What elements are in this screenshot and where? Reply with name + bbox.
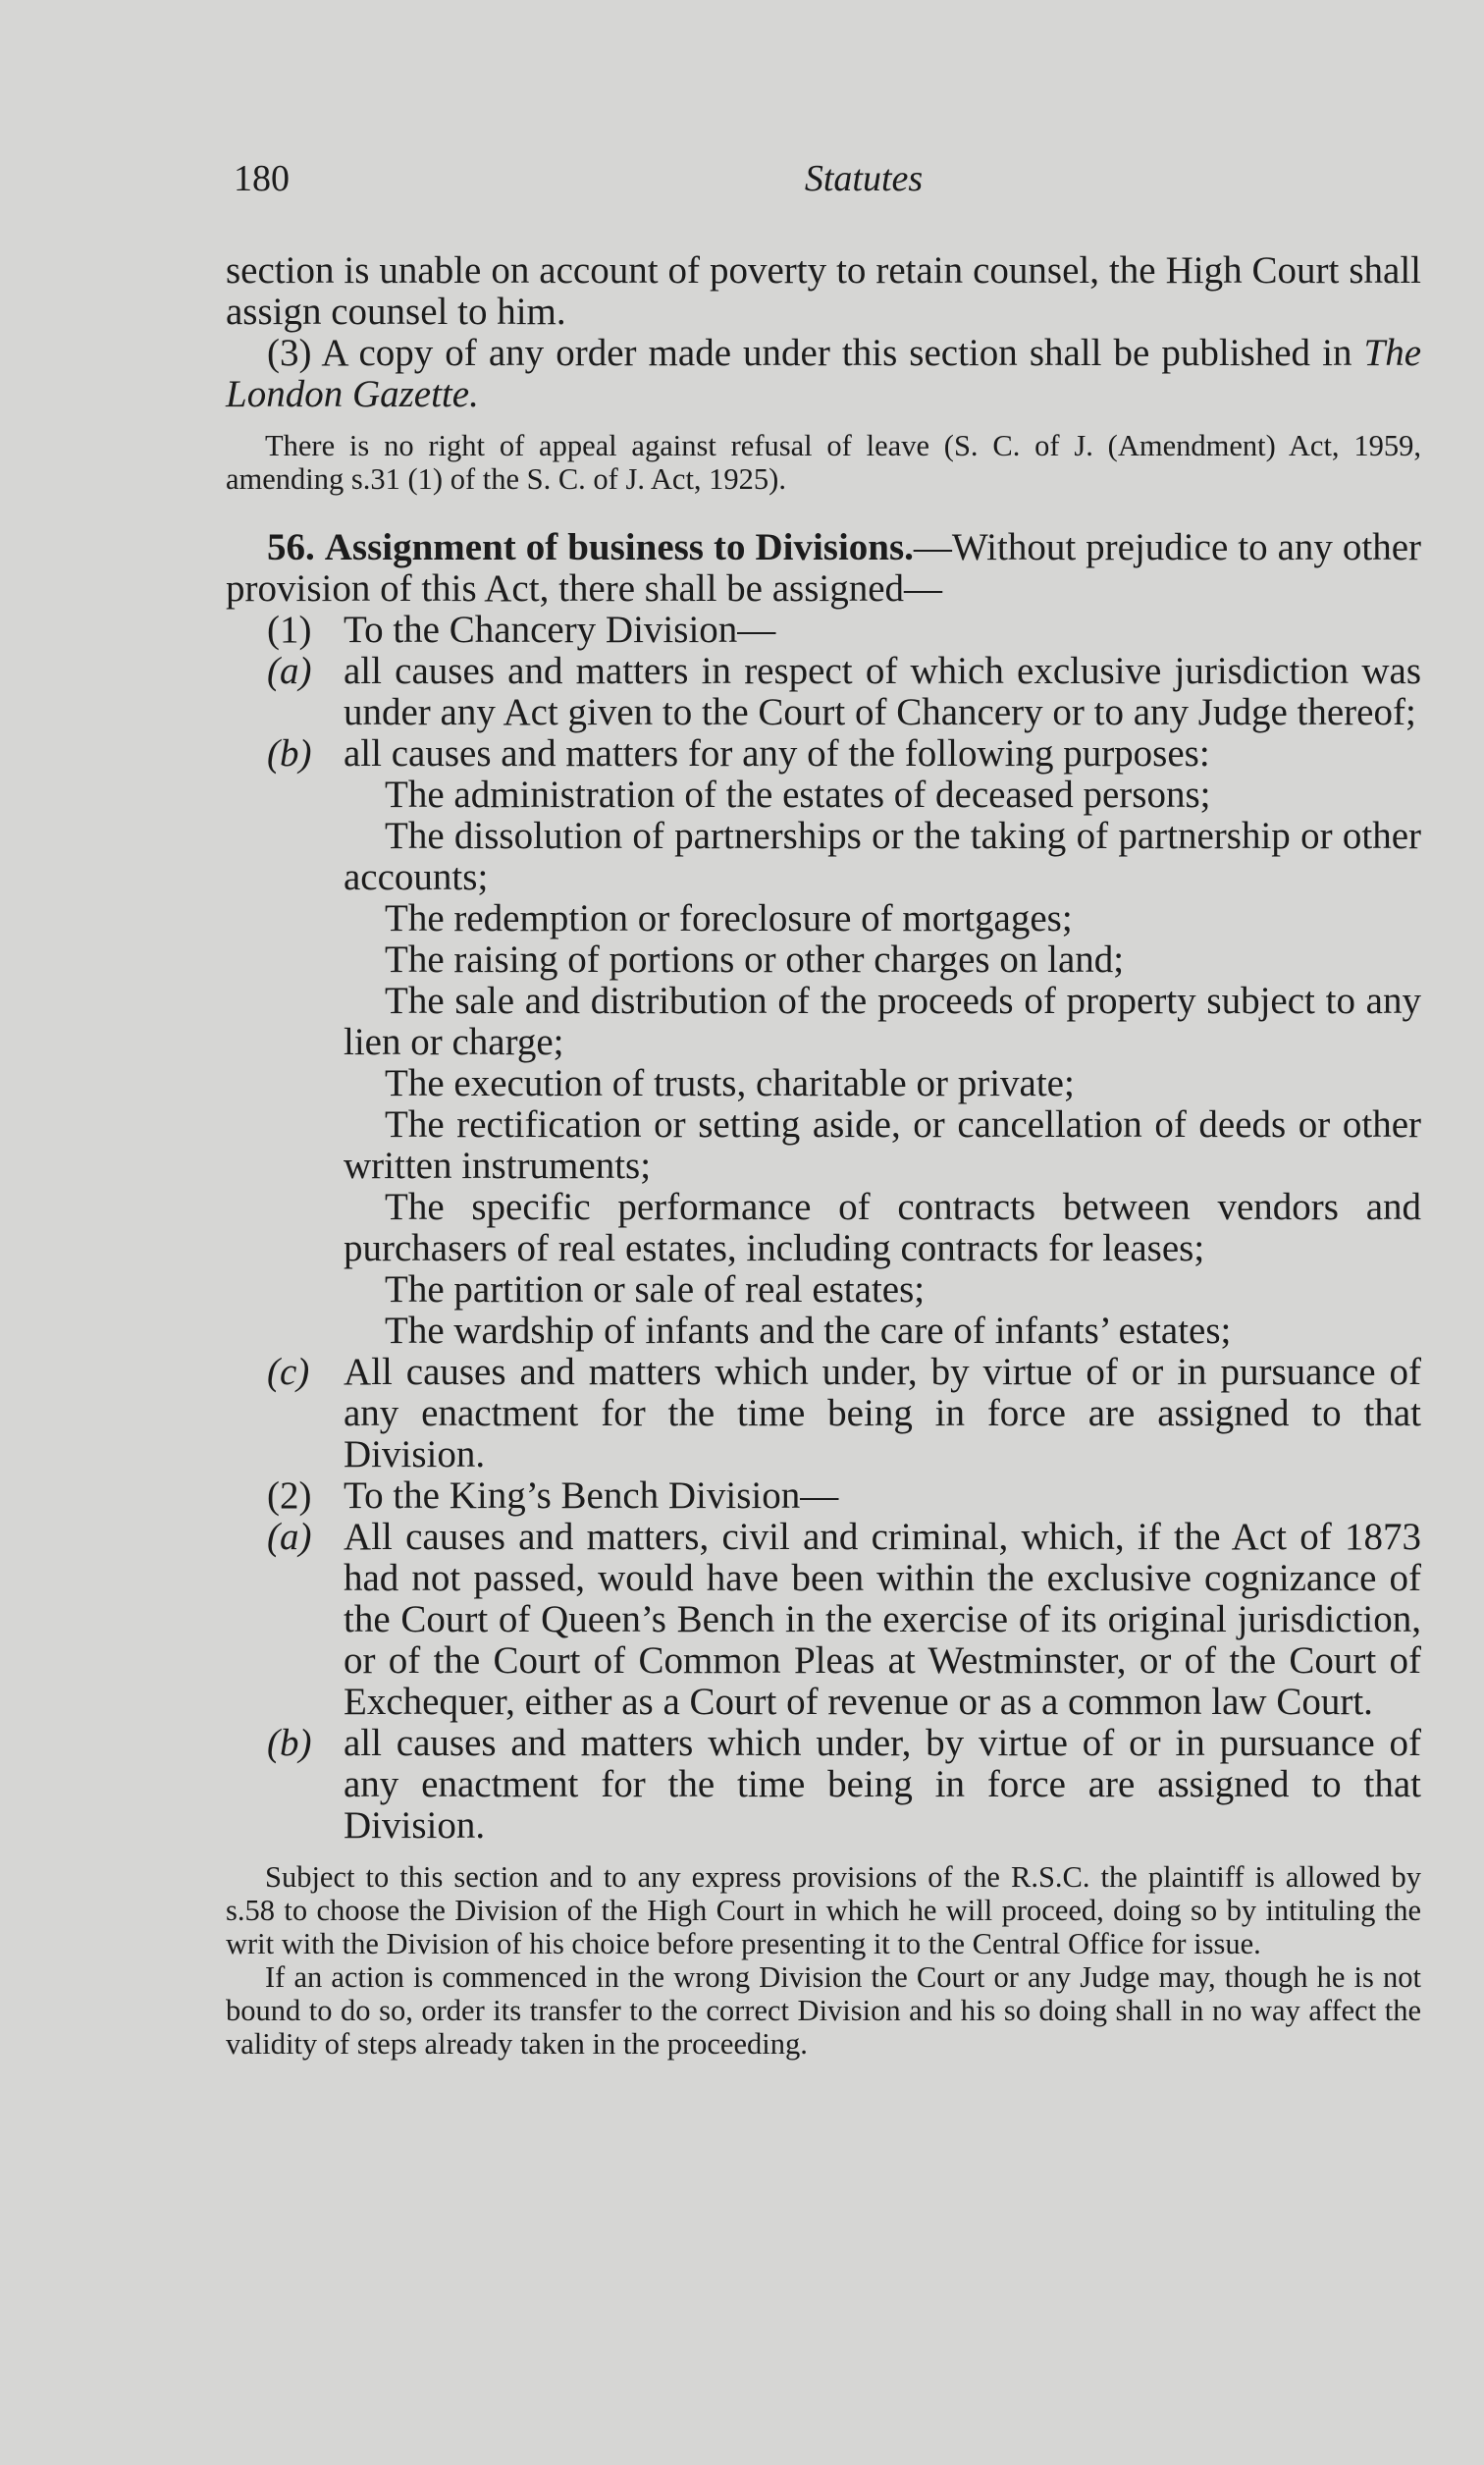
running-title: Statutes [804,158,924,199]
subsection-1b-text: all causes and matters for any of the following purposes: [344,732,1210,775]
purpose-item: The wardship of infants and the care of infants’ estates; [385,1310,1232,1352]
purpose-item: The partition or sale of real estates; [385,1268,926,1311]
subsection-2 [226,1475,1421,1517]
paragraph-3 [226,333,1421,415]
purpose-item: The sale and distribution of the proceeds of property subject to any lien or charge; [344,980,1421,1063]
division-choice-note: Subject to this section and to any express provisions of the R.S.C. the plaintiff is allowed by s.58 to choose the Division of the High Court in which he will proceed, doing so by intituling the writ with the Division of his choice before presenting it to the Central Office for issue. [226,1860,1421,1960]
purpose-item: The execution of trusts, charitable or private; [385,1062,1075,1104]
section-56-intro [226,527,1421,610]
subsection-2b-text: all causes and matters which under, by virtue of or in pursuance of any enactment for the time being in force are assigned to that Division. [344,1722,1421,1847]
subsection-1c-text: All causes and matters which under, by virtue of or in pursuance of any enactment for the time being in force are assigned to that Division. [344,1351,1421,1475]
subsection-1 [226,610,1421,651]
page-number: 180 [234,158,290,199]
subsection-1a [226,651,1421,733]
purpose-item: The dissolution of partnerships or the taking of partnership or other accounts; [344,815,1421,898]
subsection-1a-text: all causes and matters in respect of which exclusive jurisdiction was under any Act given to the Court of Chancery or to any Judge thereof; [344,650,1421,733]
subsection-1b-label: (b) [267,732,312,775]
continuation-paragraph: section is unable on account of poverty to retain counsel, the High Court shall assign counsel to him. [226,249,1421,333]
subsection-1-text: To the Chancery Division— [344,609,776,651]
subsection-2a [226,1517,1421,1723]
page-body [226,250,1421,2061]
appeal-note: There is no right of appeal against refusal of leave (S. C. of J. (Amendment) Act, 1959, amending s.31 (1) of the S. C. of J. Act, 1925). [226,429,1421,496]
purpose-item: The rectification or setting aside, or cancellation of deeds or other written instruments; [344,1103,1421,1187]
purpose-item: The administration of the estates of deceased persons; [385,774,1211,816]
transfer-note: If an action is commenced in the wrong Division the Court or any Judge may, though he is not bound to do so, order its transfer to the correct Division and his so doing shall in no way affect the validity of steps already taken in the proceeding. [226,1960,1421,2061]
purposes-list [226,775,1421,1352]
subsection-1c-label: (c) [267,1351,310,1393]
subsection-1-label: (1) [267,609,312,651]
subsection-2a-label: (a) [267,1516,312,1558]
purpose-item: The raising of portions or other charges on land; [385,938,1125,981]
subsection-1a-label: (a) [267,650,312,692]
subsection-1b [226,733,1421,775]
gazette-title: The London Gazette. [226,332,1421,415]
subsection-2-label: (2) [267,1474,312,1517]
section-number: 56. [267,526,315,568]
subsection-2b [226,1723,1421,1847]
purpose-item: The redemption or foreclosure of mortgages; [385,897,1073,939]
section-intro-text: —Without prejudice to any other provision of this Act, there shall be assigned— [226,526,1422,610]
paragraph-3-text: (3) A copy of any order made under this section shall be published in [267,332,1364,374]
subsection-1c [226,1352,1421,1475]
subsection-2a-text: All causes and matters, civil and criminal, which, if the Act of 1873 had not passed, would have been within the exclusive cognizance of the Court of Queen’s Bench in the exercise of its original jurisdiction, or of the Court of Common Pleas at Westminster, or of the Court of Exchequer, either as a Court of revenue or as a common law Court. [344,1516,1421,1723]
subsection-2-text: To the King’s Bench Division— [344,1474,839,1517]
purpose-item: The specific performance of contracts between vendors and purchasers of real estates, including contracts for leases; [344,1186,1421,1269]
subsection-2b-label: (b) [267,1722,312,1764]
section-heading: Assignment of business to Divisions. [324,526,914,568]
page-header [226,157,1423,206]
